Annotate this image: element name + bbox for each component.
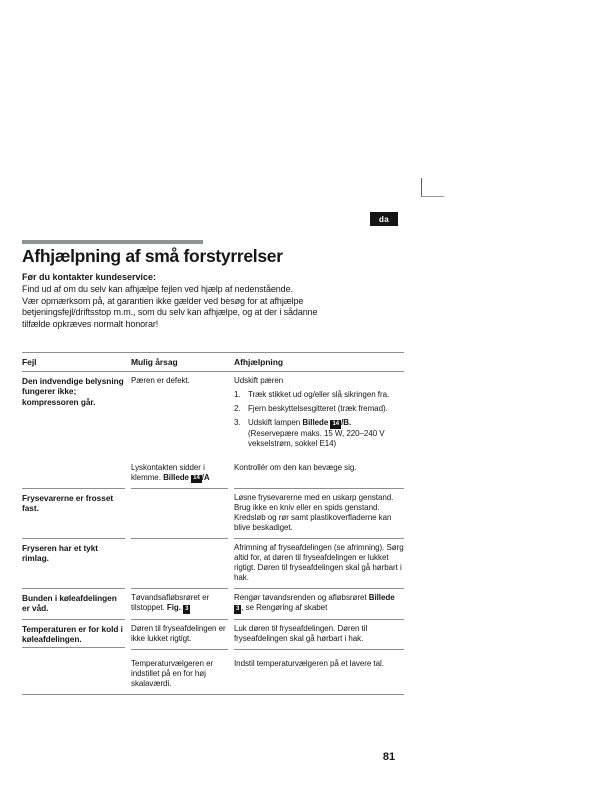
cause-cell bbox=[131, 538, 228, 588]
fault-cell bbox=[22, 619, 125, 694]
language-badge: da bbox=[370, 212, 398, 226]
step-number: 2. bbox=[234, 404, 241, 413]
cause-cell: Temperaturvælgeren er indstillet på en for høj skalaværdi. bbox=[131, 649, 228, 694]
remedy-cell bbox=[234, 372, 404, 454]
step-text: Fjern beskyttelsesgitteret (træk fremad). bbox=[248, 404, 388, 413]
intro-line: Find ud af om du selv kan afhjælpe fejlen ved hjælp af nedenstående. bbox=[22, 284, 293, 294]
remedy-step bbox=[234, 390, 404, 400]
fault-text: Temperaturen er for kold i køleafdelingen. bbox=[22, 623, 123, 644]
fault-cell: Bunden i køleafdelingen er våd. bbox=[22, 588, 125, 619]
step-number: 3. bbox=[234, 418, 241, 427]
fault-cell: Frysevarerne er frosset fast. bbox=[22, 488, 125, 538]
remedy-line: Brug ikke en kniv eller en spids genstand. bbox=[234, 503, 380, 512]
table-row bbox=[22, 372, 404, 488]
cause-cell: Pæren er defekt. bbox=[131, 376, 190, 385]
remedy-line: Kredsløb og rør samt plastikoverfladerne kan blive beskadiget. bbox=[234, 513, 392, 532]
figure-word: Billede bbox=[368, 593, 395, 602]
column-header-remedy: Afhjælpning bbox=[234, 357, 284, 367]
crop-mark bbox=[421, 178, 444, 197]
figure-ref-badge: 3 bbox=[236, 605, 240, 612]
remedy-step bbox=[234, 418, 404, 449]
step-number: 1. bbox=[234, 390, 241, 399]
figure-word: Billede bbox=[163, 472, 189, 482]
page-title: Afhjælpning af små forstyrrelser bbox=[22, 246, 283, 266]
intro-line: tilfælde opkræves normalt honorar! bbox=[22, 318, 159, 329]
note-line: (Reservepære maks. 15 W, 220–240 V bbox=[248, 428, 385, 438]
step-text bbox=[248, 418, 404, 449]
pre-service-heading: Før du kontakter kundeservice: bbox=[22, 272, 157, 282]
step-text: Træk stikket ud og/eller slå sikringen fra. bbox=[248, 390, 390, 399]
accent-bar bbox=[22, 240, 203, 244]
remedy-cell bbox=[234, 488, 404, 538]
remedy-cell: Kontrollér om den kan bevæge sig. bbox=[234, 462, 357, 472]
figure-word: Billede bbox=[302, 418, 329, 427]
table-row bbox=[22, 488, 404, 538]
table-row bbox=[22, 538, 404, 588]
intro-paragraph bbox=[22, 284, 317, 330]
remedy-cell: Afrimning af fryseafdelingen (se afrimning). Sørg altid for, at døren til fryseafdelingen er lukket rigtigt. Døren til fryseafdelingen skal gå hørbart i hak. bbox=[234, 538, 404, 588]
table-row bbox=[22, 619, 404, 694]
intro-line: betjeningsfejl/driftsstop m.m., som du selv kan afhjælpe, og at der i sådanne bbox=[22, 307, 318, 318]
remedy-step bbox=[234, 404, 404, 414]
cause-cell bbox=[131, 488, 228, 538]
fault-cell: Fryseren har et tykt rimlag. bbox=[22, 538, 125, 588]
figure-word: Fig. bbox=[166, 603, 181, 612]
remedy-cell: Indstil temperaturvælgeren på et lavere tal. bbox=[234, 649, 404, 694]
table-row bbox=[22, 588, 404, 619]
cause-cell bbox=[131, 588, 228, 619]
fault-cell-rule bbox=[22, 647, 125, 648]
figure-suffix: /A bbox=[201, 472, 210, 482]
remedy-text: Rengør tøvandsrenden og afløbsrøret bbox=[234, 593, 367, 602]
remedy-intro: Udskift pæren bbox=[234, 376, 284, 385]
column-header-fault: Fejl bbox=[22, 357, 37, 367]
cause-cell: Døren til fryseafdelingen er ikke lukket rigtigt. bbox=[131, 619, 228, 649]
cause-text: Tøvandsafløbsrøret er tilstoppet. bbox=[131, 593, 210, 612]
figure-ref-badge: 14 bbox=[193, 475, 200, 481]
remedy-cell bbox=[234, 588, 404, 619]
step-note bbox=[248, 429, 404, 449]
step-text-fragment: Udskift lampen bbox=[248, 418, 301, 427]
page-number: 81 bbox=[382, 751, 396, 763]
note-line: vekselstrøm, sokkel E14) bbox=[248, 438, 337, 448]
cause-cell bbox=[131, 454, 228, 489]
table-header-row bbox=[22, 352, 404, 372]
figure-ref-badge: 3 bbox=[185, 605, 189, 612]
cause-text: Lyskontakten sidder i klemme. bbox=[131, 462, 205, 482]
figure-suffix: /B. bbox=[341, 418, 352, 427]
fault-cell: Den indvendige belysning fungerer ikke; kompressoren går. bbox=[22, 376, 124, 407]
column-header-cause: Mulig årsag bbox=[131, 357, 178, 367]
remedy-cell: Luk døren til fryseafdelingen. Døren til fryseafdelingen skal gå hørbart i hak. bbox=[234, 619, 404, 649]
troubleshooting-table bbox=[22, 352, 404, 695]
figure-ref-badge: 14 bbox=[332, 420, 340, 427]
remedy-line: Løsne frysevarerne med en uskarp genstand. bbox=[234, 493, 394, 502]
intro-line: Vær opmærksom på, at garantien ikke gælder ved besøg for at afhjælpe bbox=[22, 295, 304, 306]
remedy-text-suffix: , se Rengøring af skabet bbox=[241, 603, 328, 612]
